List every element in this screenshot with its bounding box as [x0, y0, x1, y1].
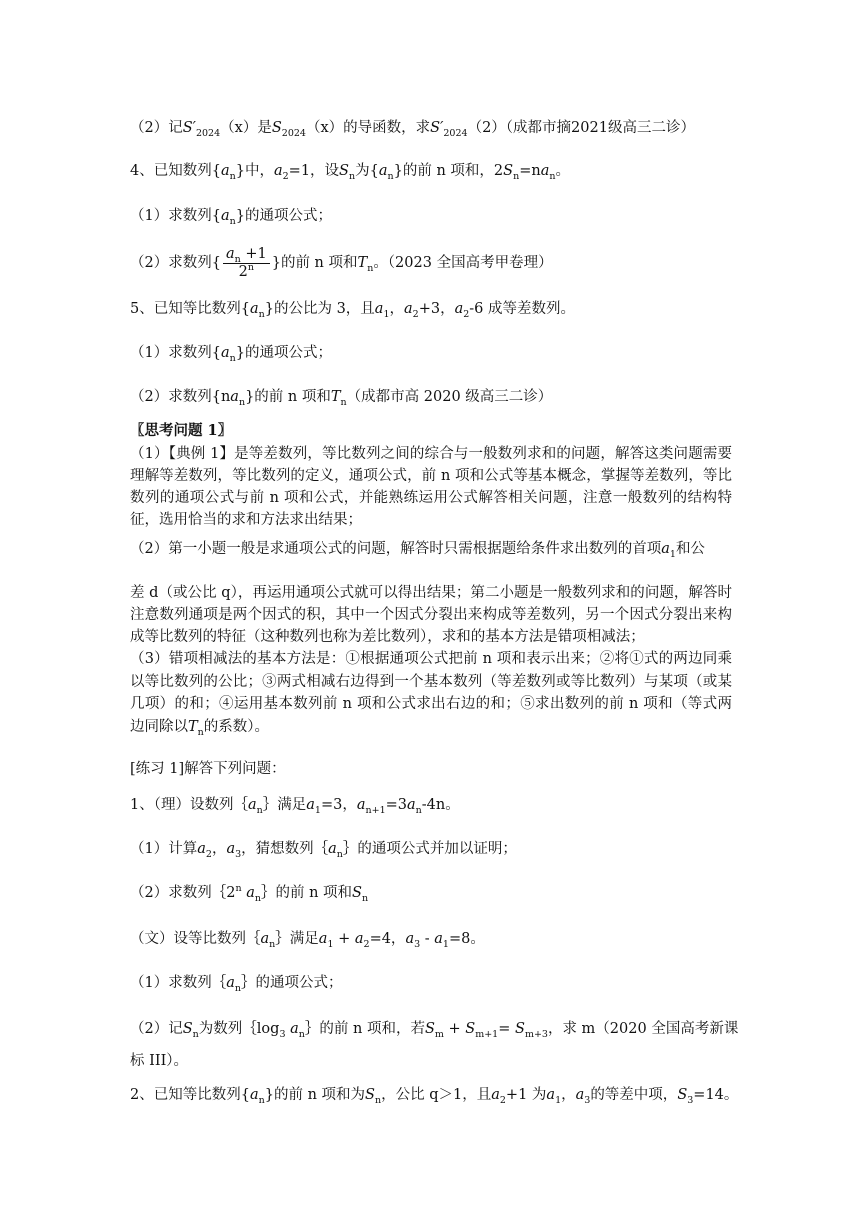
paragraph-1: （1）【典例 1】是等差数列，等比数列之间的综合与一般数列求和的问题，解答这类问题需要理解等差数列，等比数列的定义，通项公式，前 n 项和公式等基本概念，掌握等差数列，等比数列的通项公式与前 n 项和公式，并能熟练运用公式解答相关问题，注意一般数列的结构特征，选用恰当的求和方法求出结果； — [130, 446, 732, 528]
practice-question-1-wen: （文）设等比数列$\{a_n\}$满足$a_1 + a_2=4$，$a_3 - a_1=8$。 — [130, 931, 485, 950]
question-5-part-2: （2）求数列$\{na_n\}$的前 n 项和$T_n$（成都市高 2020 级高三二诊） — [130, 389, 553, 408]
practice-question-1-part-2: （2）求数列｛2$^n$ $a_n\}$的前 n 项和$S_n$ — [130, 883, 369, 904]
question-3-part-2: （2）记$S'_{2024}(x)$是$S_{2024}(x)$的导函数，求$S'_{2024}(2)$（成都市摘2021级高三二诊） — [130, 120, 695, 139]
practice-question-1: 1、（理）设数列$\{a_n\}$满足$a_1=3$，$a_{n+1}=3a_n-4n$。 — [130, 797, 460, 816]
practice-heading: [练习 1]解答下列问题： — [130, 761, 286, 777]
paragraph-2-continued: 差 d（或公比 q），再运用通项公式就可以得出结果；第二小题是一般数列求和的问题，解答时注意数列通项是两个因式的积，其中一个因式分裂出来构成等差数列，另一个因式分裂出来构成等比数列的特征（这种数列也称为差比数列），求和的基本方法是错项相减法； — [130, 585, 732, 645]
practice-question-1-part-1: （1）计算$a_2$，$a_3$，猜想数列$\{a_n\}$的通项公式并加以证明； — [130, 841, 517, 860]
question-5: 5、已知等比数列$\{a_n\}$的公比为 3，且$a_1$，$a_2+3$，$a_2-6$ 成等差数列。 — [130, 301, 576, 320]
practice-question-1-wen-part-1: （1）求数列$\{a_n\}$的通项公式； — [130, 975, 343, 994]
section-heading: 〖思考问题 1〗 — [130, 422, 233, 439]
question-4-part-1: （1）求数列$\{a_n\}$的通项公式； — [130, 208, 332, 227]
math-s-prime-2024-b: $S'_{2024}$ — [430, 120, 468, 139]
math-s-2024: $S_{2024}$ — [271, 120, 306, 139]
question-5-part-1: （1）求数列$\{a_n\}$的通项公式； — [130, 345, 332, 364]
paragraph-2: （2）第一小题一般是求通项公式的问题，解答时只需根据题给条件求出数列的首项$a_1$和公 — [130, 541, 705, 560]
question-4-part-2: （2）求数列{ $\frac{a_n +1}{2^n}$ }的前 n 项和$T_n$。（2023 全国高考甲卷理） — [130, 246, 553, 280]
paragraph-3: （3）错项相减法的基本方法是：①根据通项公式把前 n 项和表示出来；②将①式的两边同乘以等比数列的公比；③两式相减右边得到一个基本数列（等差数列或等比数列）与某项（或某几项）的和；④运用基本数列前 n 项和公式求出右边的和；⑤求出数列的前 n 项和（等式两边同除以$T_n$的系数）。 — [130, 651, 732, 738]
fraction-an-plus-1-over-2n: $\frac{a_n +1}{2^n}$ — [223, 246, 270, 280]
practice-question-2: 2、已知等比数列$\{a_n\}$的前 n 项和为$S_n$，公比 q＞1，且$a_2+1$ 为$a_1$，$a_3$的等差中项，$S_3=14$。 — [130, 1087, 739, 1106]
practice-question-1-wen-part-2-continued: 标 III）。 — [130, 1053, 189, 1069]
math-s-prime-2024: $S'_{2024}$ — [182, 120, 221, 139]
question-4: 4、已知数列$\{a_n\}$中，$a_2=1$，设$S_n$为$\{a_n\}$的前 n 项和，$2S_n=na_n$。 — [130, 163, 570, 182]
practice-question-1-wen-part-2: （2）记$S_n$为数列$\{\log_3$ $a_n\}$的前 n 项和，若$S_m + S_{m+1}= S_{m+3}$，求 m（2020 全国高考新课 — [130, 1021, 739, 1040]
